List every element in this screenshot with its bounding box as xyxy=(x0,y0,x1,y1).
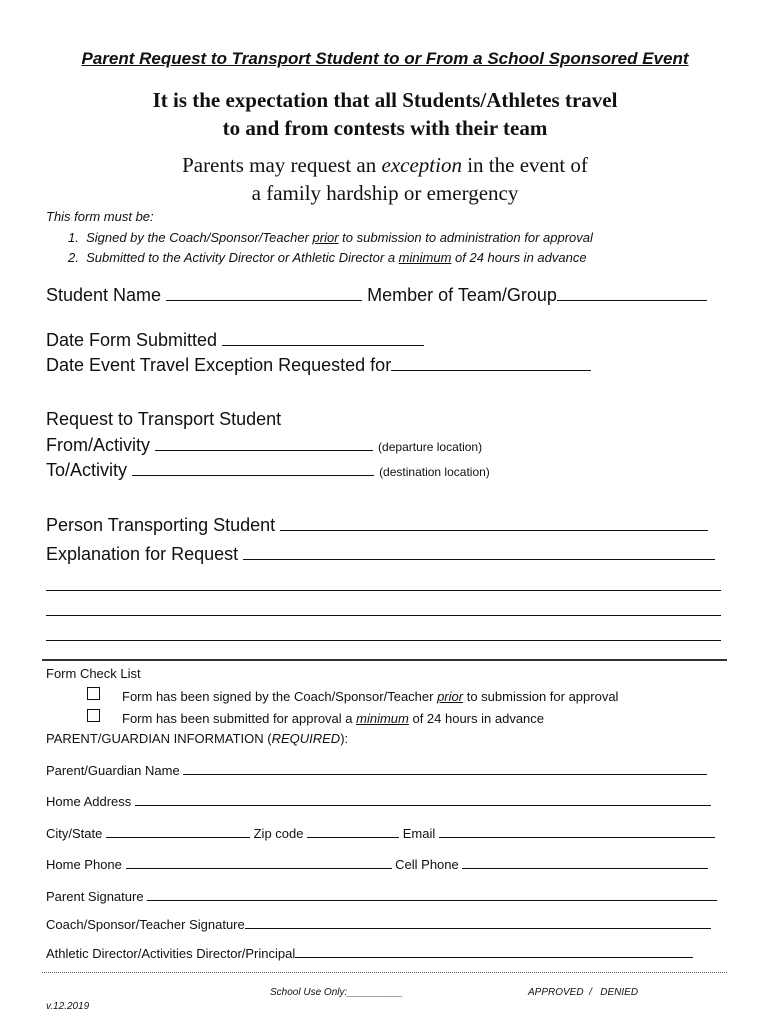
requirement-item-2: 2. Submitted to the Activity Director or Athletic Director a minimum of 24 hours in advance xyxy=(68,250,587,265)
parent-signature-input[interactable] xyxy=(147,889,717,901)
explanation-row xyxy=(46,544,715,565)
student-name-input[interactable] xyxy=(166,286,362,301)
team-group-label: Member of Team/Group xyxy=(367,285,557,305)
from-activity-label: From/Activity xyxy=(46,435,151,455)
date-requested-row xyxy=(46,355,591,376)
request-transport-label: Request to Transport Student xyxy=(46,409,282,429)
parent-name-row xyxy=(46,763,707,778)
coach-signature-label: Coach/Sponsor/Teacher Signature xyxy=(46,917,245,932)
date-submitted-label: Date Form Submitted xyxy=(46,330,218,350)
cell-phone-label: Cell Phone xyxy=(395,857,459,872)
school-use-only: School Use Only:__________ xyxy=(270,987,403,998)
director-signature-label: Athletic Director/Activities Director/Principal xyxy=(46,946,296,961)
parent-name-label: Parent/Guardian Name xyxy=(46,763,180,778)
explanation-input[interactable] xyxy=(243,545,715,560)
explanation-line-2[interactable] xyxy=(46,590,721,591)
coach-signature-row xyxy=(46,917,711,932)
checklist-signed-checkbox[interactable] xyxy=(87,687,100,700)
footer-divider xyxy=(42,972,727,973)
email-label: Email xyxy=(402,826,436,841)
person-transporting-label: Person Transporting Student xyxy=(46,515,276,535)
departure-hint: (departure location) xyxy=(378,440,483,454)
email-input[interactable] xyxy=(439,826,715,838)
requirement-item-1: 1. Signed by the Coach/Sponsor/Teacher prior to submission to administration for approval xyxy=(68,230,593,245)
home-address-input[interactable] xyxy=(135,794,711,806)
exception-subheading-line2: a family hardship or emergency xyxy=(251,181,519,205)
destination-hint: (destination location) xyxy=(379,465,490,479)
home-address-label: Home Address xyxy=(46,794,132,809)
director-signature-row xyxy=(46,946,693,961)
requirements-intro: This form must be: xyxy=(46,209,154,224)
coach-signature-input[interactable] xyxy=(245,917,711,929)
zip-code-input[interactable] xyxy=(307,826,399,838)
city-zip-email-row xyxy=(46,826,715,841)
parent-info-heading: PARENT/GUARDIAN INFORMATION (REQUIRED): xyxy=(46,731,349,746)
expectation-heading-line1: It is the expectation that all Students/Athletes travel xyxy=(152,88,618,112)
student-name-row xyxy=(46,285,707,306)
expectation-heading-line2: to and from contests with their team xyxy=(222,116,548,140)
zip-code-label: Zip code xyxy=(253,826,304,841)
section-divider xyxy=(42,659,727,661)
approved-label[interactable]: APPROVED xyxy=(528,987,584,998)
cell-phone-input[interactable] xyxy=(462,857,708,869)
explanation-line-3[interactable] xyxy=(46,615,721,616)
phones-row xyxy=(46,857,708,872)
person-transporting-row xyxy=(46,515,708,536)
checklist-submitted-label: Form has been submitted for approval a minimum of 24 hours in advance xyxy=(122,711,545,726)
checklist-signed-label: Form has been signed by the Coach/Sponsor/Teacher prior to submission for approval xyxy=(122,689,619,704)
form-title: Parent Request to Transport Student to or From a School Sponsored Event xyxy=(81,49,689,68)
date-submitted-row xyxy=(46,330,424,351)
from-activity-row xyxy=(46,435,482,456)
form-version: v.12.2019 xyxy=(46,1001,90,1012)
person-transporting-input[interactable] xyxy=(280,516,708,531)
student-name-label: Student Name xyxy=(46,285,162,305)
explanation-line-4[interactable] xyxy=(46,640,721,641)
director-signature-input[interactable] xyxy=(295,946,693,958)
to-activity-label: To/Activity xyxy=(46,460,128,480)
checklist-title: Form Check List xyxy=(46,666,141,681)
date-requested-label: Date Event Travel Exception Requested for xyxy=(46,355,392,375)
exception-subheading-line1: Parents may request an exception in the event of xyxy=(182,153,588,177)
checklist-submitted-checkbox[interactable] xyxy=(87,709,100,722)
parent-signature-row xyxy=(46,889,717,904)
parent-signature-label: Parent Signature xyxy=(46,889,144,904)
approval-status: APPROVED / DENIED xyxy=(528,987,639,998)
to-activity-input[interactable] xyxy=(132,461,374,476)
from-activity-input[interactable] xyxy=(155,436,373,451)
city-state-label: City/State xyxy=(46,826,103,841)
to-activity-row xyxy=(46,460,490,481)
team-group-input[interactable] xyxy=(557,286,707,301)
home-address-row xyxy=(46,794,711,809)
explanation-label: Explanation for Request xyxy=(46,544,239,564)
parent-name-input[interactable] xyxy=(183,763,707,775)
city-state-input[interactable] xyxy=(106,826,250,838)
denied-label[interactable]: DENIED xyxy=(600,987,639,998)
date-requested-input[interactable] xyxy=(391,356,591,371)
home-phone-label: Home Phone xyxy=(46,857,122,872)
date-submitted-input[interactable] xyxy=(222,331,424,346)
home-phone-input[interactable] xyxy=(126,857,392,869)
